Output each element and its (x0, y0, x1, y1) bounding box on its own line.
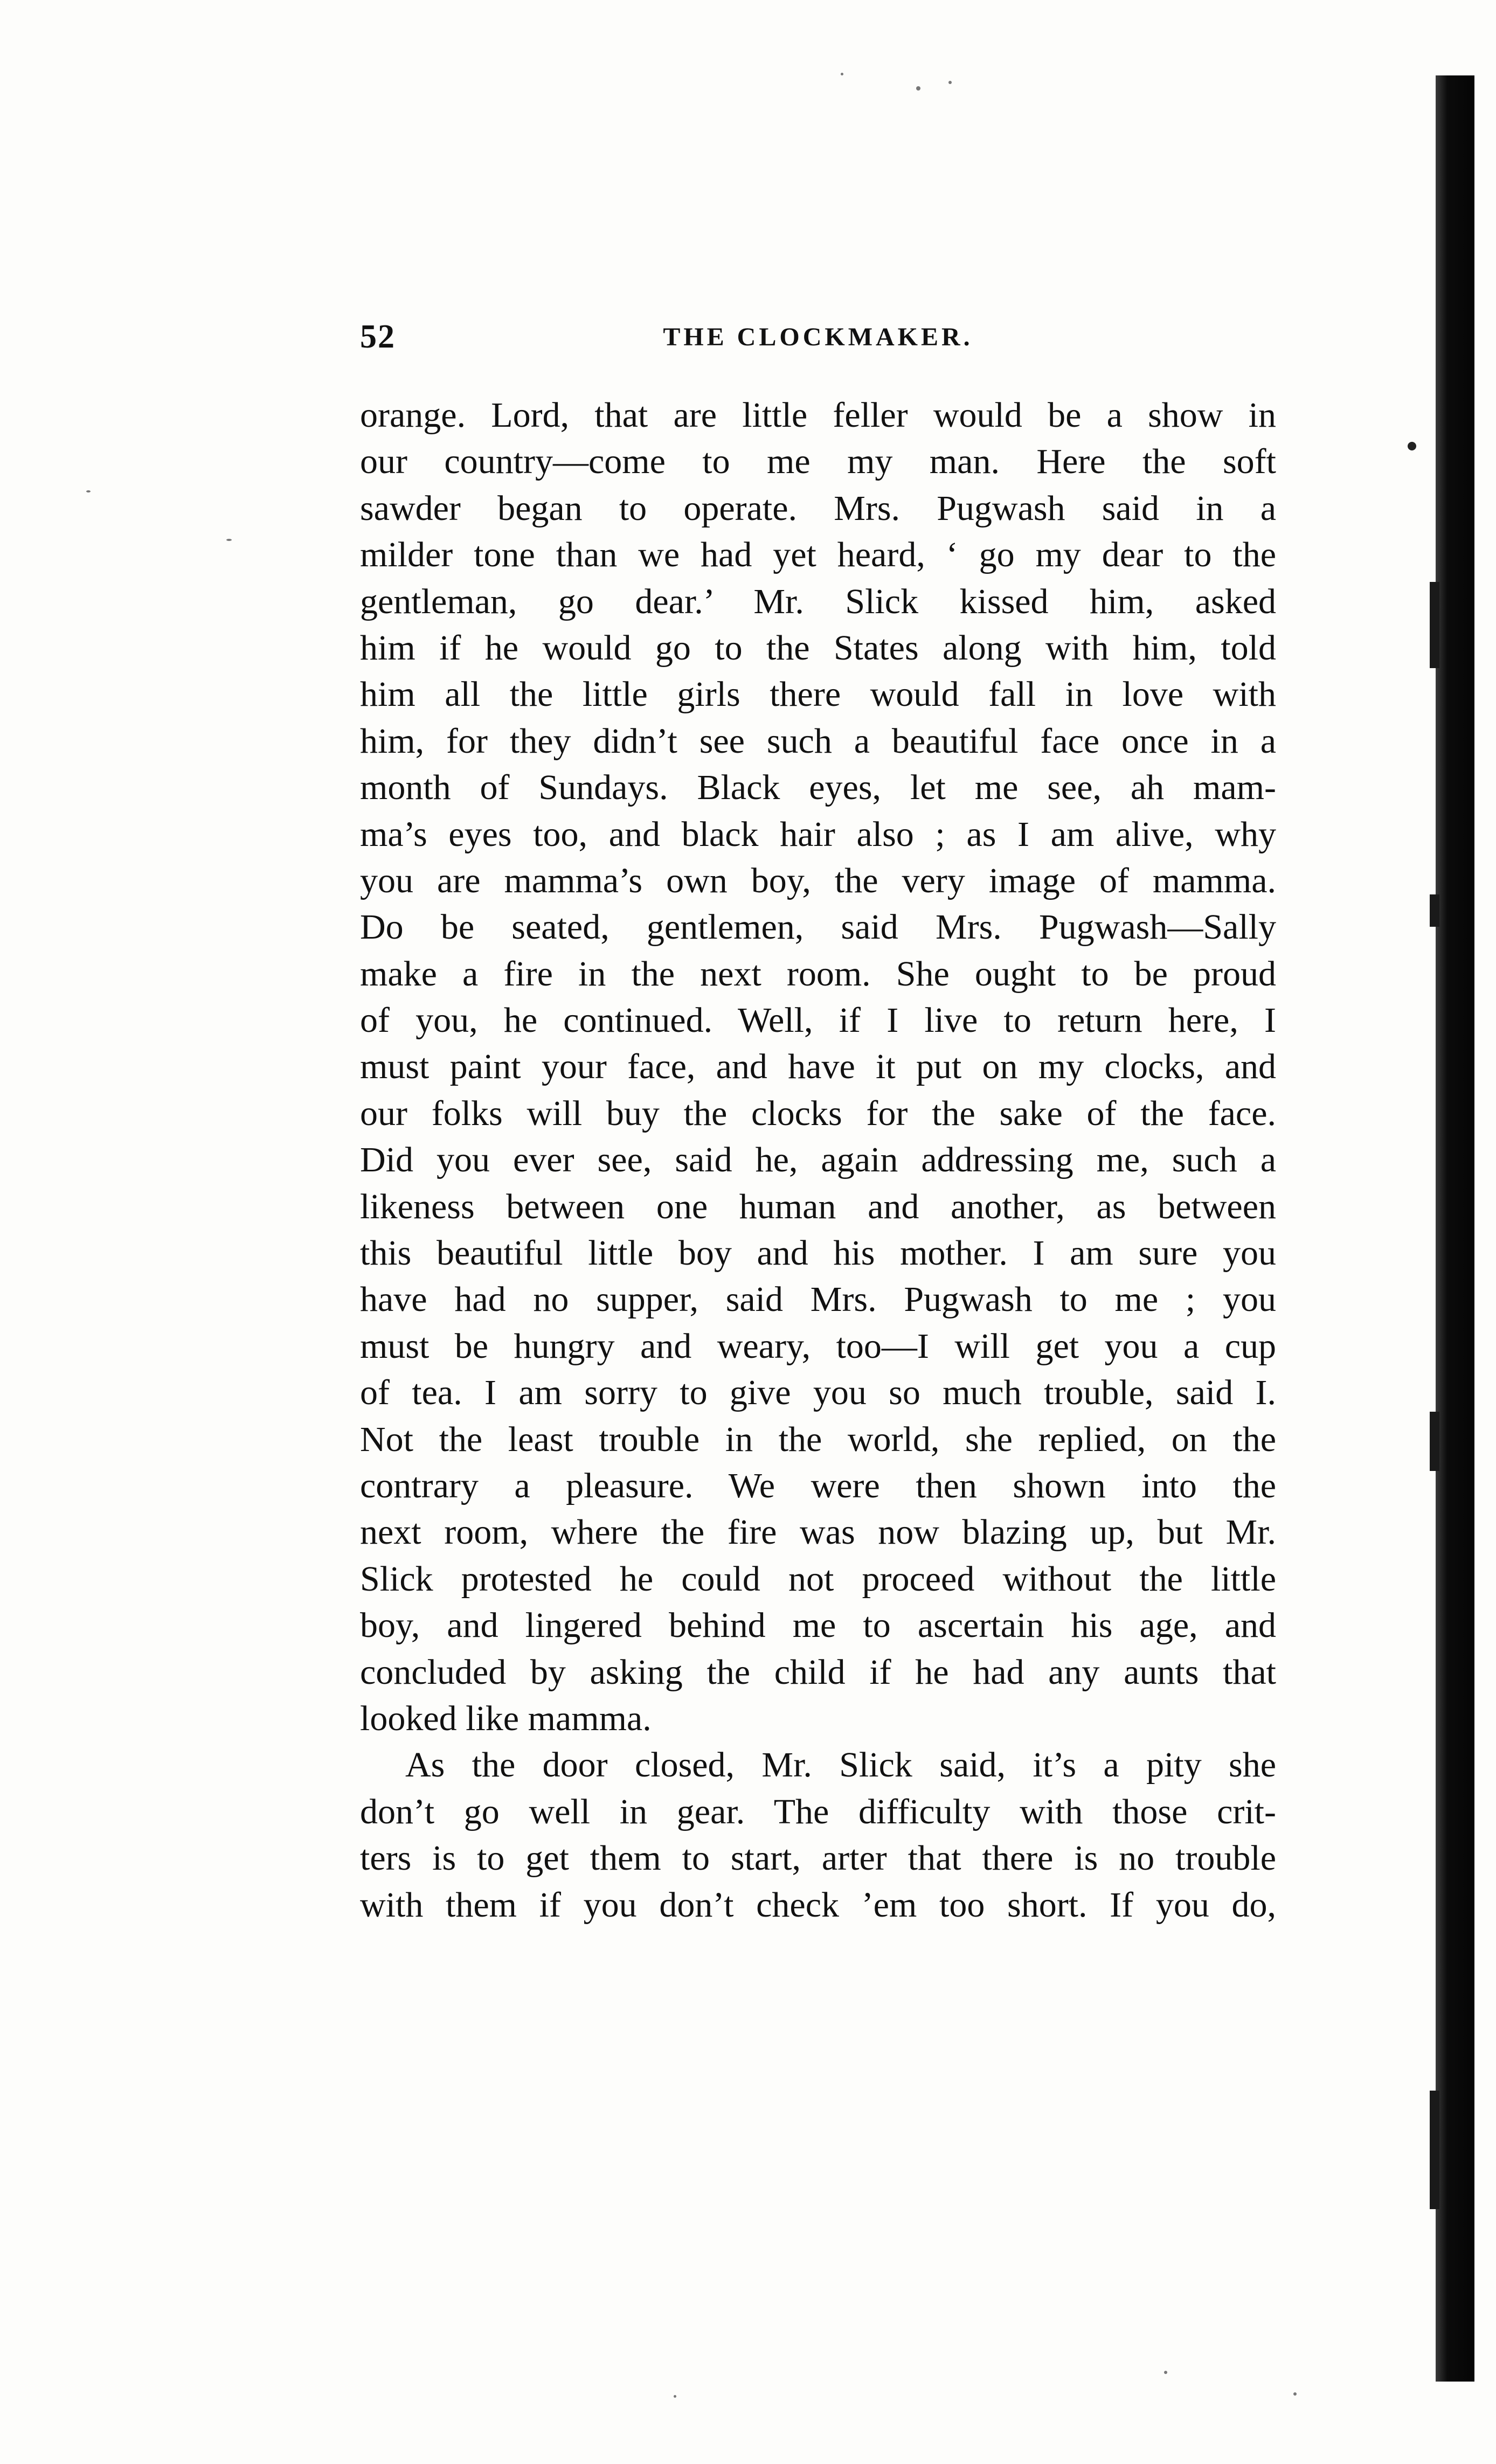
text-line: next room, where the fire was now blazing up, but Mr. (360, 1512, 1276, 1552)
text-line: have had no supper, said Mrs. Pugwash to me ; you (360, 1280, 1276, 1320)
text-line: looked like mamma. (360, 1698, 652, 1738)
text-line: him if he would go to the States along with him, told (360, 628, 1276, 668)
scan-speck (226, 539, 232, 541)
text-line: you are mamma’s own boy, the very image of mamma. (360, 860, 1276, 900)
text-line: contrary a pleasure. We were then shown into the (360, 1466, 1276, 1505)
scan-speck (1408, 442, 1416, 450)
text-line: of tea. I am sorry to give you so much trouble, said I. (360, 1373, 1276, 1413)
text-line: ters is to get them to start, arter that there is no trouble (360, 1838, 1276, 1878)
text-line: ma’s eyes too, and black hair also ; as I am alive, why (360, 814, 1276, 854)
text-line: Not the least trouble in the world, she replied, on the (360, 1419, 1276, 1459)
binding-notch (1430, 582, 1439, 668)
text-line: Did you ever see, said he, again addressing me, such a (360, 1140, 1276, 1180)
text-line: Do be seated, gentlemen, said Mrs. Pugwash—Sally (360, 907, 1276, 947)
text-line: sawder began to operate. Mrs. Pugwash said in a (360, 488, 1276, 528)
text-line: month of Sundays. Black eyes, let me see, ah mam- (360, 768, 1276, 808)
text-line: Slick protested he could not proceed without the little (360, 1559, 1276, 1599)
paragraph (360, 1742, 1276, 1928)
scan-speck (1164, 2371, 1167, 2374)
binding-notch (1430, 2091, 1439, 2209)
binding-notch (1430, 1412, 1439, 1471)
text-line: our country—come to me my man. Here the soft (360, 442, 1276, 482)
text-line: him, for they didn’t see such a beautiful face once in a (360, 721, 1276, 761)
text-line: milder tone than we had yet heard, ‘ go my dear to the (360, 535, 1276, 575)
scan-speck (1293, 2392, 1297, 2396)
paragraph (360, 392, 1276, 1742)
scan-speck (841, 73, 843, 75)
text-line: of you, he continued. Well, if I live to return here, I (360, 1001, 1276, 1040)
scan-speck (674, 2395, 676, 2398)
text-line: boy, and lingered behind me to ascertain his age, and (360, 1606, 1276, 1646)
text-line: likeness between one human and another, as between (360, 1186, 1276, 1226)
text-line: orange. Lord, that are little feller would be a show in (360, 395, 1276, 435)
text-line: make a fire in the next room. She ought to be proud (360, 954, 1276, 994)
text-line: don’t go well in gear. The difficulty with those crit- (360, 1792, 1276, 1831)
text-line: As the door closed, Mr. Slick said, it’s a pity she (405, 1745, 1276, 1785)
text-line: our folks will buy the clocks for the sake of the face. (360, 1093, 1276, 1133)
binding-notch (1430, 894, 1439, 927)
page-header (360, 318, 1276, 366)
text-line: must paint your face, and have it put on my clocks, and (360, 1047, 1276, 1087)
scan-speck (86, 490, 91, 492)
text-line: with them if you don’t check ’em too short. If you do, (360, 1885, 1276, 1925)
text-line: him all the little girls there would fall in love with (360, 675, 1276, 714)
text-line: must be hungry and weary, too—I will get you a cup (360, 1326, 1276, 1366)
page-number: 52 (360, 318, 396, 355)
body-text (360, 392, 1276, 1928)
text-line: this beautiful little boy and his mother. I am sure you (360, 1233, 1276, 1273)
running-title: THE CLOCKMAKER. (663, 323, 973, 351)
text-line: gentleman, go dear.’ Mr. Slick kissed him, asked (360, 581, 1276, 621)
text-line: concluded by asking the child if he had any aunts that (360, 1652, 1276, 1692)
binding-edge (1436, 75, 1474, 2382)
scan-speck (948, 81, 952, 84)
scan-speck (916, 86, 920, 91)
